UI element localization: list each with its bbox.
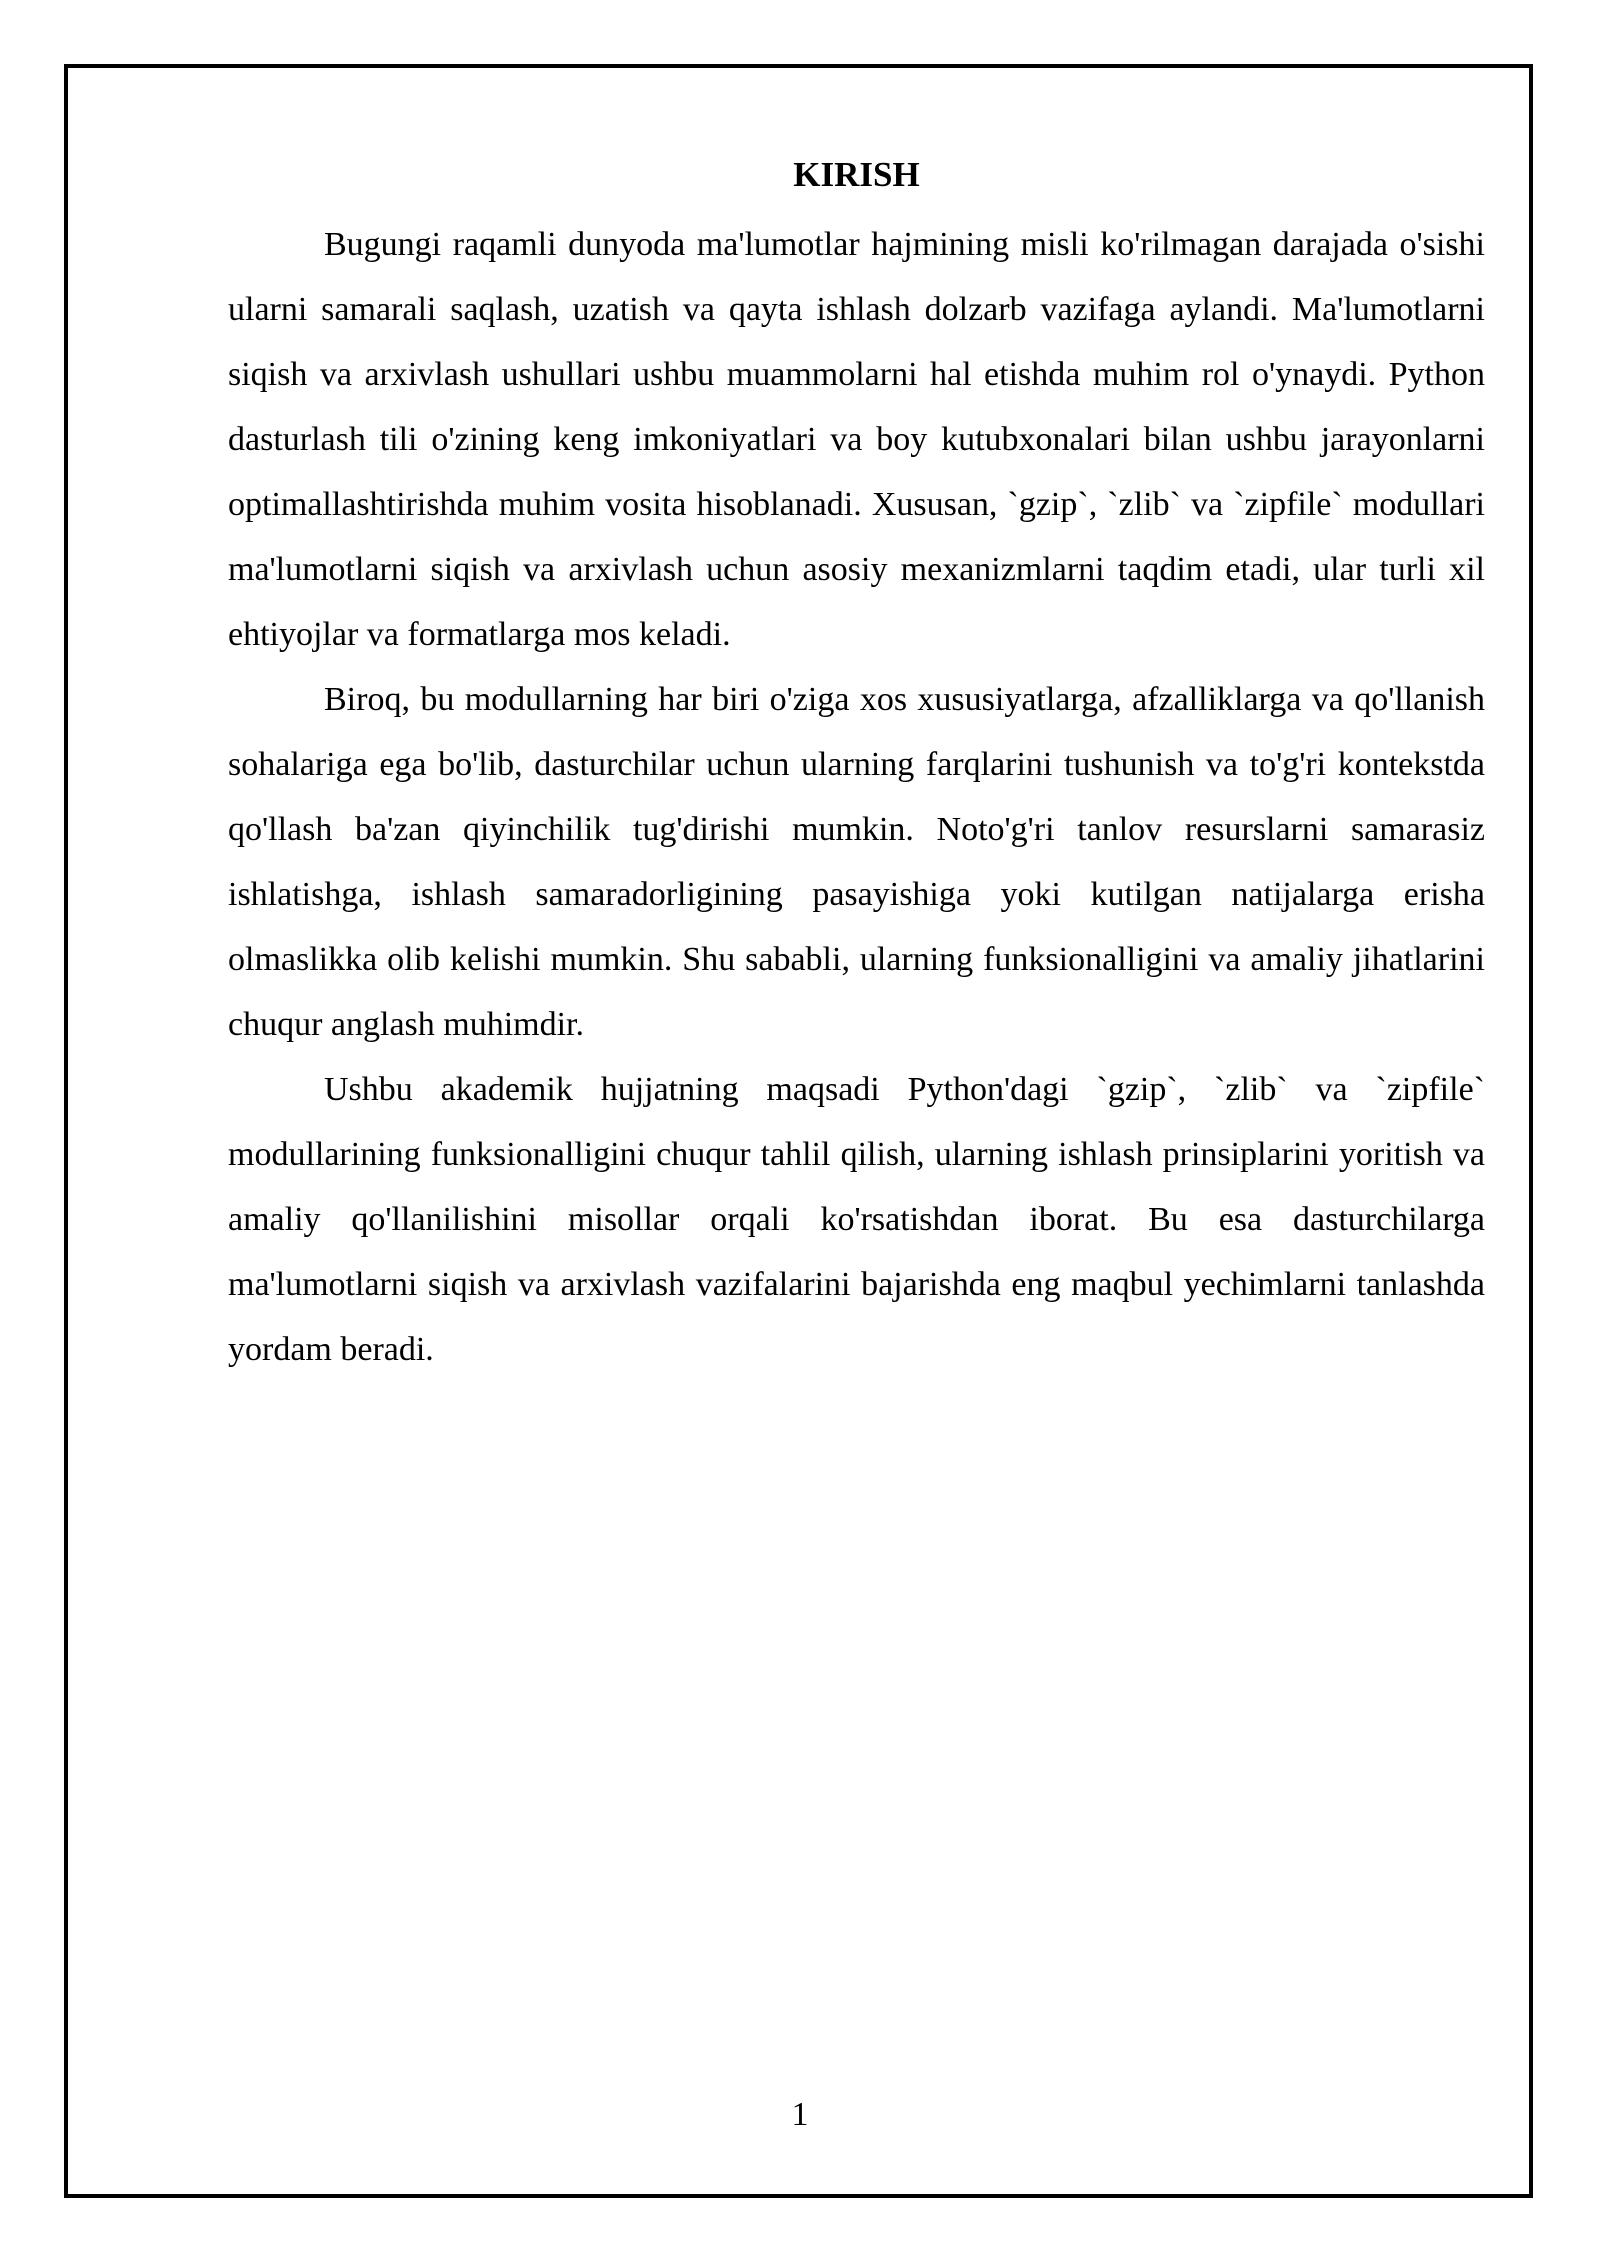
- paragraph-intro: Bugungi raqamli dunyoda ma'lumotlar hajmining misli ko'rilmagan darajada o'sishi ularni samarali saqlash, uzatish va qayta ishlash dolzarb vazifaga aylandi. Ma'lumotlarni siqish va arxivlash ushullari ushbu muammolarni hal etishda muhim rol o'ynaydi. Python dasturlash tili o'zining keng imkoniyatlari va boy kutubxonalari bilan ushbu jarayonlarni optimallashtirishda muhim vosita hisoblanadi. Xususan, `gzip`, `zlib` va `zipfile` modullari ma'lumotlarni siqish va arxivlash uchun asosiy mexanizmlarni taqdim etadi, ular turli xil ehtiyojlar va formatlarga mos keladi.: [228, 226, 1485, 653]
- paragraph-challenges: Biroq, bu modullarning har biri o'ziga xos xususiyatlarga, afzalliklarga va qo'llanish sohalariga ega bo'lib, dasturchilar uchun ularning farqlarini tushunish va to'g'ri kontekstda qo'llash ba'zan qiyinchilik tug'dirishi mumkin. Noto'g'ri tanlov resurslarni samarasiz ishlatishga, ishlash samaradorligining pasayishiga yoki kutilgan natijalarga erisha olmaslikka olib kelishi mumkin. Shu sababli, ularning funksionalligini va amaliy jihatlarini chuqur anglash muhimdir.: [228, 681, 1485, 1043]
- section-title: KIRISH: [793, 155, 920, 194]
- page-content: [228, 145, 1485, 1382]
- page-number: 1: [791, 2096, 809, 2133]
- paragraph-purpose: Ushbu akademik hujjatning maqsadi Python'dagi `gzip`, `zlib` va `zipfile` modullarining funksionalligini chuqur tahlil qilish, ularning ishlash prinsiplarini yoritish va amaliy qo'llanilishini misollar orqali ko'rsatishdan iborat. Bu esa dasturchilarga ma'lumotlarni siqish va arxivlash vazifalarini bajarishda eng maqbul yechimlarni tanlashda yordam beradi.: [228, 1071, 1485, 1368]
